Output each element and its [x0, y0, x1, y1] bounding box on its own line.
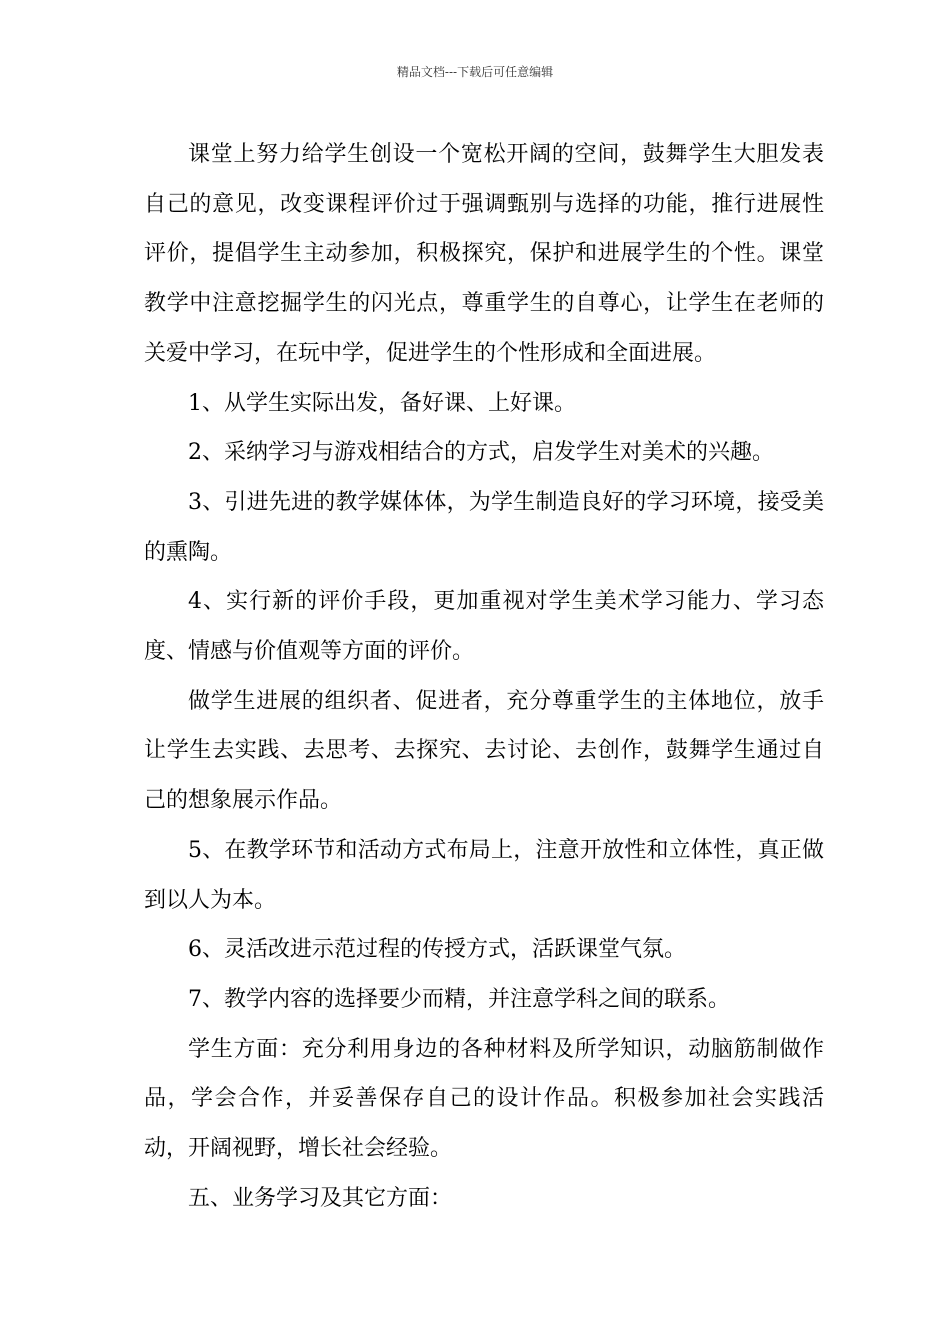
document-body	[144, 130, 824, 1223]
section-heading-five: 五、业务学习及其它方面：	[188, 1185, 453, 1211]
paragraph-organizer-role: 做学生进展的组织者、促进者，充分尊重学生的主体地位，放手让学生去实践、去思考、去探究、去讨论、去创作，鼓舞学生通过自己的想象展示作品。	[144, 688, 824, 814]
list-item-5: 5、在教学环节和活动方式布局上，注意开放性和立体性，真正做到以人为本。	[144, 837, 824, 913]
paragraph-classroom-climate: 课堂上努力给学生创设一个宽松开阔的空间，鼓舞学生大胆发表自己的意见，改变课程评价过于强调甄别与选择的功能，推行进展性评价，提倡学生主动参加，积极探究，保护和进展学生的个性。课堂教学中注意挖掘学生的闪光点，尊重学生的自尊心，让学生在老师的关爱中学习，在玩中学，促进学生的个性形成和全面进展。	[144, 142, 824, 366]
list-item-1: 1、从学生实际出发，备好课、上好课。	[188, 390, 576, 416]
list-item-4: 4、实行新的评价手段，更加重视对学生美术学习能力、学习态度、情感与价值观等方面的评价。	[144, 589, 824, 665]
list-item-2: 2、采纳学习与游戏相结合的方式，启发学生对美术的兴趣。	[188, 440, 774, 466]
list-item-3: 3、引进先进的教学媒体体，为学生制造良好的学习环境，接受美的熏陶。	[144, 489, 824, 565]
list-item-6: 6、灵活改进示范过程的传授方式，活跃课堂气氛。	[188, 937, 686, 963]
paragraph-student-aspect: 学生方面：充分利用身边的各种材料及所学知识，动脑筋制做作品，学会合作，并妥善保存自己的设计作品。积极参加社会实践活动，开阔视野，增长社会经验。	[144, 1036, 824, 1162]
page-header: 精品文档---下载后可任意编辑	[396, 65, 554, 79]
list-item-7: 7、教学内容的选择要少而精，并注意学科之间的联系。	[188, 986, 730, 1012]
